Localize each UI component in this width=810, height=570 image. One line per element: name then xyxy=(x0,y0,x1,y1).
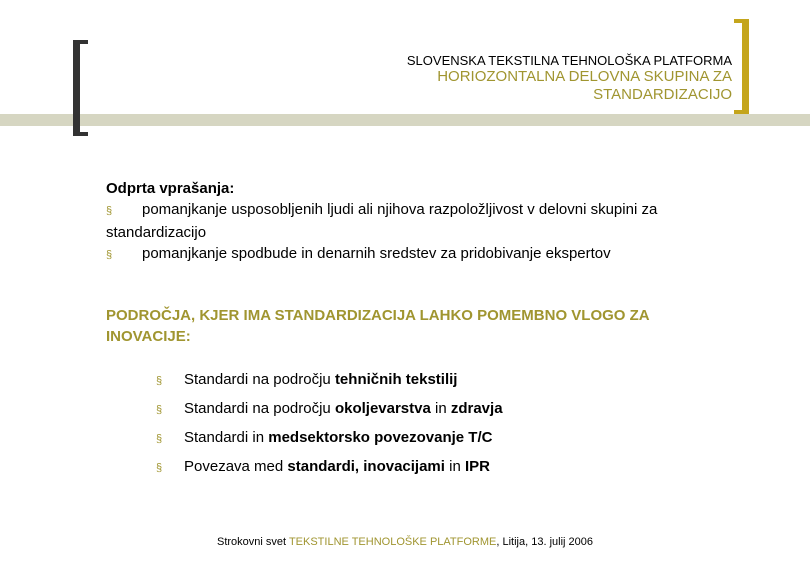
open-question-text: pomanjkanje usposobljenih ljudi ali njihova razpoložljivost v delovni skupini za xyxy=(142,201,658,218)
right-bracket-bar xyxy=(742,19,749,114)
bullet-icon: § xyxy=(156,404,163,416)
platform-title: SLOVENSKA TEKSTILNA TEHNOLOŠKA PLATFORMA xyxy=(406,53,732,68)
decorative-band xyxy=(0,114,810,126)
item-text: Standardi in xyxy=(184,429,269,446)
open-question-text: pomanjkanje spodbude in denarnih sredstev za pridobivanje ekspertov xyxy=(142,245,611,262)
working-group-title xyxy=(437,68,732,104)
working-group-line1: HORIOZONTALNA DELOVNA SKUPINA ZA xyxy=(437,68,732,85)
bullet-icon: § xyxy=(156,375,163,387)
footer xyxy=(0,536,810,548)
item-emphasis: zdravja xyxy=(450,400,503,417)
item-emphasis: medsektorsko povezovanje T/C xyxy=(268,429,493,446)
bullet-icon: § xyxy=(106,249,113,261)
areas-list xyxy=(156,368,716,484)
item-emphasis: tehničnih tekstilij xyxy=(334,371,458,388)
item-text: Standardi na področju xyxy=(184,371,335,388)
footer-suffix: , Litija, 13. julij 2006 xyxy=(496,536,593,548)
list-item xyxy=(156,455,716,484)
left-bracket-bottom xyxy=(73,132,88,136)
item-text: in xyxy=(444,458,465,475)
bullet-icon: § xyxy=(106,205,113,217)
right-bracket-top xyxy=(734,19,749,23)
list-item xyxy=(156,397,716,426)
areas-heading xyxy=(106,305,776,347)
list-item xyxy=(156,426,716,455)
left-bracket-bar xyxy=(73,40,80,136)
working-group-line2: STANDARDIZACIJO xyxy=(593,86,732,103)
item-text: Povezava med xyxy=(184,458,288,475)
areas-heading-line1: PODROČJA, KJER IMA STANDARDIZACIJA LAHKO POMEMBNO VLOGO ZA xyxy=(106,307,650,324)
item-emphasis: okoljevarstva xyxy=(334,400,431,417)
left-bracket-top xyxy=(73,40,88,44)
list-item xyxy=(156,368,716,397)
open-question-item xyxy=(106,243,776,266)
right-bracket-bottom xyxy=(734,110,749,114)
footer-prefix: Strokovni svet xyxy=(217,536,289,548)
open-question-continuation: standardizacijo xyxy=(106,224,207,241)
areas-heading-line2: INOVACIJE: xyxy=(106,328,191,345)
footer-accent: TEKSTILNE TEHNOLOŠKE PLATFORME xyxy=(288,536,497,548)
open-questions-title: Odprta vprašanja: xyxy=(106,180,235,197)
item-text: in xyxy=(430,400,451,417)
item-emphasis: IPR xyxy=(464,458,490,475)
open-questions xyxy=(106,178,776,266)
bullet-icon: § xyxy=(156,462,163,474)
item-emphasis: standardi, inovacijami xyxy=(287,458,445,475)
item-text: Standardi na področju xyxy=(184,400,335,417)
bullet-icon: § xyxy=(156,433,163,445)
open-question-item xyxy=(106,199,776,222)
